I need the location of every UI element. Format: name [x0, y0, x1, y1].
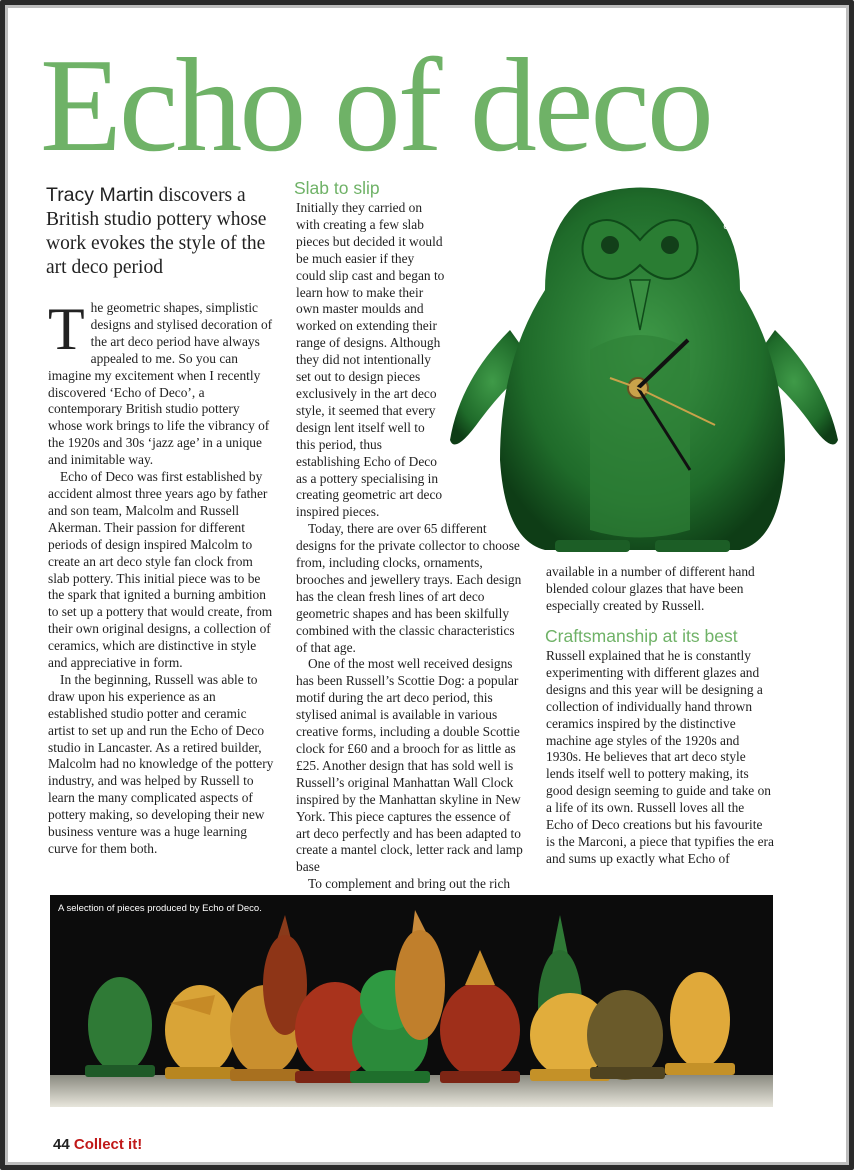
column-3: [546, 564, 774, 615]
photo-caption: A selection of pieces produced by Echo of Deco.: [58, 903, 262, 914]
paragraph: Russell explained that he is constantly experimenting with different glazes and designs and this year will be designing a collection of individually hand thrown ceramics inspired by the distinctive machine age styles of the 1920s and 1930s. He believes that art deco style lends itself well to pottery making, its good design seeming to guide and take on a life of its own. Russell loves all the Echo of Deco creations but his favourite is the Marconi, a piece that typifies the era and sums up exactly what Echo of: [546, 648, 774, 866]
drop-cap: T: [48, 296, 85, 362]
page-footer: [53, 1136, 142, 1153]
column-1: [48, 296, 276, 858]
magazine-name: Collect it!: [73, 1136, 143, 1153]
pottery-figures-image: [50, 895, 773, 1107]
paragraph: Today, there are over 65 different designs for the private collector to choose from, including clocks, ornaments, brooches and jewellery trays. Each design has the clean fresh lines of art deco geometric shapes and has been skilfully combined with the classic characteristics of that age.: [296, 521, 522, 655]
paragraph: Echo of Deco was first established by accident almost three years ago by father and son team, Malcolm and Russell Akerman. Their passion for different periods of design inspired Malcolm to create an art deco style fan clock from slab pottery. This initial piece was to be the spark that ignited a burning ambition to set up a pottery that would create, from their own original designs, a collection of ceramics, which are distinctive in style and appreciative in form.: [48, 469, 273, 671]
standfirst: [46, 183, 286, 280]
page-number: 44: [53, 1136, 70, 1153]
paragraph: he geometric shapes, simplistic designs and stylised decoration of the art deco period have always appealed to me. So you can imagine my excitement when I recently discovered ‘Echo of Deco’, a contemporary British studio pottery whose work brings to life the vibrancy of the 1920s and 30s ‘jazz age’ in a unique and inimitable way.: [48, 300, 273, 468]
headline: Echo of deco: [40, 31, 711, 179]
standfirst-text: discovers a British studio pottery whose work evokes the style of the art deco period: [46, 185, 267, 278]
paragraph: In the beginning, Russell was able to draw upon his experience as an established studio potter and ceramic artist to set up and run the Echo of Deco studio in Lancaster. As a retired builder, Malcolm had no knowledge of the pottery industry, and was helped by Russell to learn the many complicated aspects of pottery making, so developing their new business venture was a huge learning curve for them both.: [48, 671, 274, 856]
paragraph: available in a number of different hand blended colour glazes that have been especially created by Russell.: [546, 564, 755, 613]
author-name: Tracy Martin: [46, 184, 154, 206]
pottery-collection-photo: [50, 895, 773, 1107]
paragraph: To complement and bring out the rich: [308, 876, 511, 892]
paragraph: Initially they carried on with creating a few slab pieces but decided it would be much easier if they could slip cast and began to learn how to make their own master moulds and worked on extending their range of designs. Although they did not intentionally set out to design pieces exclusively in the art deco style, it seemed that every design lent itself well to this period, thus establishing Echo of Deco as a pottery specialising in creating geometric art deco inspired pieces.: [296, 200, 445, 520]
subhead-craftsmanship: Craftsmanship at its best: [545, 626, 738, 646]
penguin-caption: The Penguin Clock costs £60 and the ornament is £25.: [719, 186, 773, 243]
paragraph: One of the most well received designs has been Russell’s Scottie Dog: a popular motif during the art deco period, this stylised animal is available in various creative forms, including a double Scottie clock for £60 and a brooch for as little as £25. Another design that has sold well is Russell’s original Manhattan Wall Clock inspired by the Manhattan skyline in New York. This piece captures the essence of art deco perfectly and has been adapted to create a mantel clock, letter rack and lamp base: [296, 656, 523, 875]
subhead-slab-to-slip: Slab to slip: [294, 178, 380, 198]
penguin-clock-image: [440, 170, 845, 560]
column-3-continued: [546, 648, 774, 868]
